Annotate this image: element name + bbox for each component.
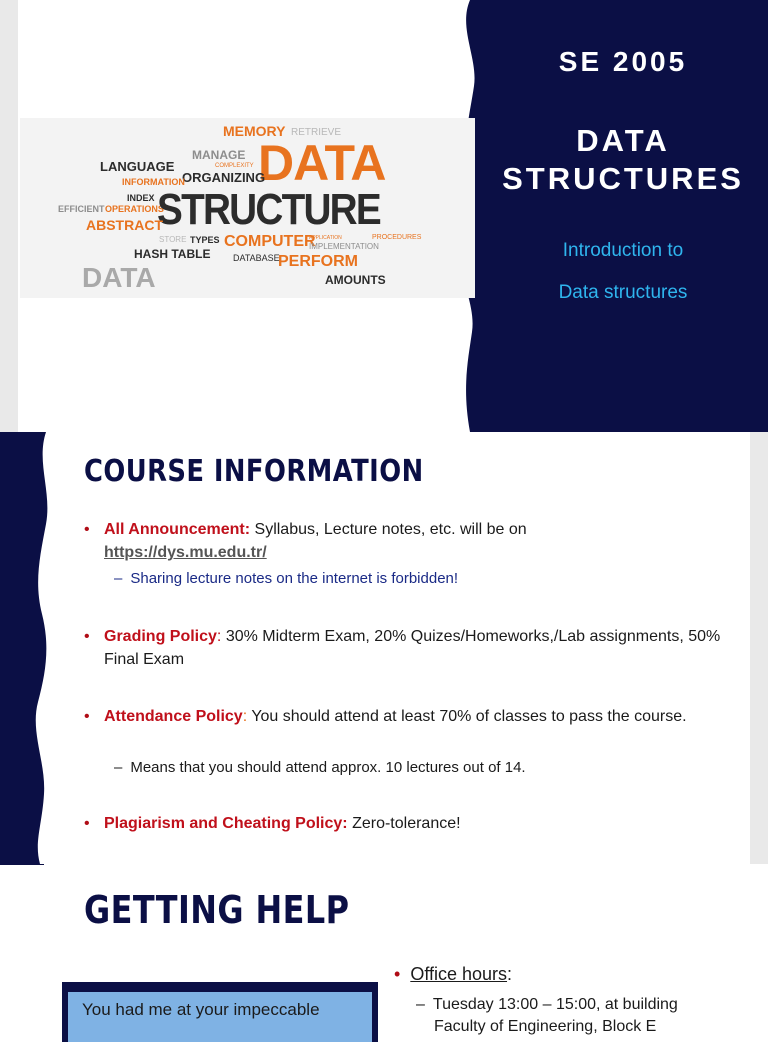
word-data-large: DATA [258,135,386,191]
office-hours-location: Faculty of Engineering, Block E [434,1018,657,1035]
course-subtitle-line2: Data structures [558,282,688,303]
office-hours-time: – Tuesday 13:00 – 15:00, at building [416,996,678,1013]
word-information: INFORMATION [122,177,185,187]
word-index: INDEX [127,193,155,203]
bullet-dot: • [84,521,90,538]
title-slide [0,0,768,432]
bullet-attendance: • Attendance Policy: You should attend at least 70% of classes to pass the course. [84,705,744,728]
bullet-text: Syllabus, Lecture notes, etc. will be on [250,521,527,538]
course-title-line2: STRUCTURES [502,161,744,196]
word-computer: COMPUTER [224,233,316,250]
word-amounts: AMOUNTS [325,273,386,287]
getting-help-title: GETTING HELP [84,888,350,932]
quote-text: You had me at your impeccable [82,1000,320,1019]
navy-wave-left [0,432,60,864]
course-title [478,122,768,198]
bullet-label: Grading Policy [104,628,217,645]
word-perform: PERFORM [278,253,358,270]
word-cloud-image [20,118,475,298]
word-database: DATABASE [233,253,280,263]
bullet-label: Plagiarism and Cheating Policy: [104,815,348,832]
slide-divider [0,864,44,865]
bullet-dot: • [394,964,401,984]
word-store: STORE [159,235,187,244]
office-hours-label: Office hours [410,964,508,984]
bullet-label: All Announcement: [104,521,251,538]
course-title-line1: DATA [576,123,670,158]
bullet-text: Zero-tolerance! [347,815,461,832]
announcement-link[interactable]: https://dys.mu.edu.tr/ [104,544,267,561]
office-hours-time-text: Tuesday 13:00 – 15:00, at building [432,996,678,1013]
course-information-slide [0,432,768,864]
bullet-text: 30% Midterm Exam, 20% Quizes/Homeworks,/Lab assignments, 50% Final Exam [104,628,721,668]
word-operations: OPERATIONS [105,204,164,214]
word-procedures: PROCEDURES [372,234,422,241]
bullet-text: You should attend at least 70% of classes to pass the course. [247,708,687,725]
sub-bullet-text: Sharing lecture notes on the internet is forbidden! [130,570,459,587]
word-retrieve: RETRIEVE [291,127,342,138]
word-application: APPLICATION [309,235,342,241]
bullet-dot: • [84,628,90,645]
bullet-plagiarism [84,812,744,835]
quote-image [62,982,378,1042]
sub-bullet-sharing: – Sharing lecture notes on the internet is forbidden! [114,570,459,587]
word-structure: STRUCTURE [157,185,380,234]
bullet-grading: • Grading Policy: 30% Midterm Exam, 20% Quizes/Homeworks,/Lab assignments, 50% Final Exam [84,625,744,671]
bullet-dot: • [84,815,90,832]
word-manage: MANAGE [192,148,246,162]
course-subtitle-line1: Introduction to [562,240,684,261]
bullet-announcement [84,518,744,564]
word-complexity: COMPLEXITY [215,163,254,169]
bullet-label: Attendance Policy [104,708,243,725]
bullet-dot: • [84,708,90,725]
word-hash-table: HASH TABLE [134,247,211,261]
getting-help-slide [0,864,768,1035]
word-types: TYPES [190,235,220,245]
word-language: LANGUAGE [100,159,175,174]
sub-bullet-text: Means that you should attend approx. 10 lectures out of 14. [130,759,526,776]
course-code: SE 2005 [558,46,688,77]
word-memory: MEMORY [223,123,286,139]
slide-right-strip [750,432,768,864]
word-abstract: ABSTRACT [86,217,163,233]
word-efficient: EFFICIENT [58,204,105,214]
word-organizing: ORGANIZING [182,170,266,185]
page-title: COURSE INFORMATION [84,454,424,489]
word-implementation: IMPLEMENTATION [309,242,379,251]
sub-bullet-attendance: – Means that you should attend approx. 10 lectures out of 14. [114,759,526,776]
word-data-grey: DATA [82,262,156,293]
office-hours-bullet: • Office hours: [394,964,513,984]
